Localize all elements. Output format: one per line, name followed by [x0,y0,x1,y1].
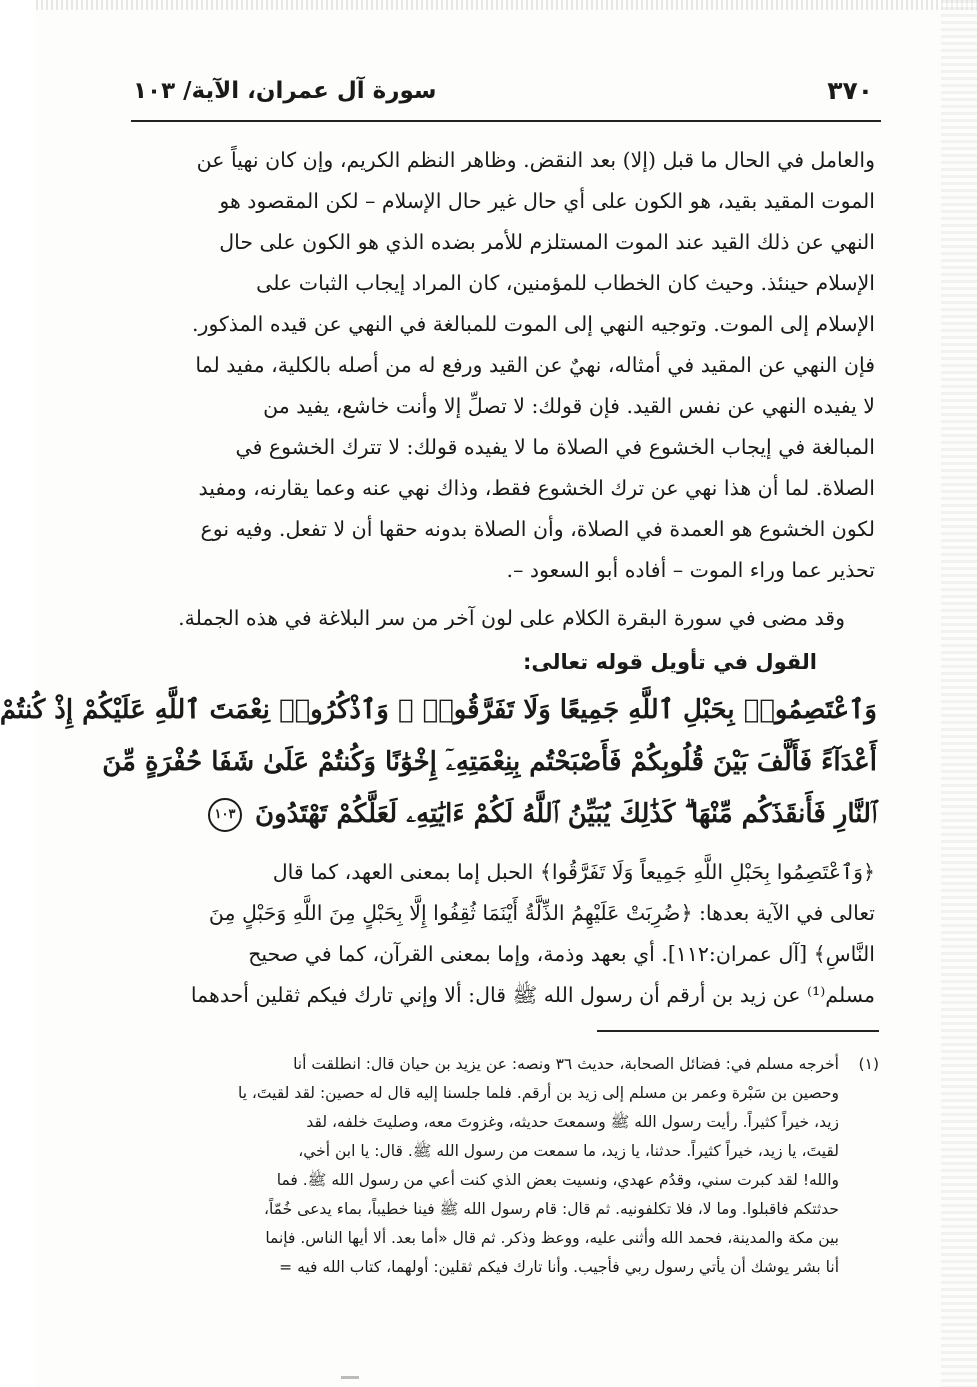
text-line: المبالغة في إيجاب الخشوع في الصلاة ما لا يفيده قولك: لا تترك الخشوع في [235,435,875,459]
verse-line-text: ٱلنَّارِ فَأَنقَذَكُم مِّنْهَا ۗ كَذَٰلِكَ يُبَيِّنُ ٱللَّهُ لَكُمْ ءَايَٰتِهِۦ لَعَلَّكُمْ تَهْتَدُونَ [255,799,877,829]
text-line: الإسلام إلى الموت. وتوجيه النهي إلى الموت للمبالغة في النهي عن قيده المذكور. [192,312,875,336]
footnote-line: وحصين بن سَبْرة وعمر بن مسلم إلى زيد بن أرقم. فلما جلسنا إليه قال له حصين: لقد لقيتَ، يا [237,1084,839,1102]
text-line: ﴿وَٱعْتَصِمُوا بِحَبْلِ اللَّهِ جَمِيعاً وَلَا تَفَرَّقُوا﴾ الحبل إما بمعنى العهد، كما قال [272,860,875,884]
page-number: ٣٧٠ [827,76,873,105]
text-line: لكون الخشوع هو العمدة في الصلاة، وأن الصلاة بدونه حقها أن لا تفعل. وفيه نوع [200,517,875,541]
header-rule [131,120,881,122]
footnote-line: زيد، خيراً كثيراً. رأيت رسول الله ﷺ وسمعتَ حديثه، وغزوتَ معه، وصليتَ خلفه، لقد [306,1113,839,1131]
text-line: فإن النهي عن المقيد في أمثاله، نهيٌ عن القيد ورفع له من أصله بالكلية، مفيد لما [195,353,875,377]
footnote-text [133,1050,839,1282]
text-line: الإسلام حينئذ. وحيث كان الخطاب للمؤمنين، كان المراد إيجاب الثبات على [256,271,875,295]
footnote-line: والله! لقد كبرت سني، وقدُم عهدي، ونسيت بعض الذي كنت أعي من رسول الله ﷺ. فما [276,1171,839,1189]
footnote-line: أنا بشر يوشك أن يأتي رسول ربي فأجيب. وأنا تارك فيكم ثقلين: أولهما، كتاب الله فيه = [279,1258,839,1276]
text-line: لا يفيده النهي عن نفس القيد. فإن قولك: لا تصلِّ إلا وأنت خاشع، يفيد من [263,394,875,418]
footnote-line: حدثتكم فاقبلوا. وما لا، فلا تكلفونيه. ثم قال: قام رسول الله ﷺ فينا خطيباً، بماء يدعى خُمّاً، [263,1200,839,1218]
text-line: النهي عن ذلك القيد عند الموت المستلزم للأمر بضده الذي هو الكون على حال [219,230,875,254]
section-heading: القول في تأويل قوله تعالى: [523,650,817,674]
paragraph-baqara-note [137,598,845,639]
ayah-number-marker: ١٠٣ [208,798,242,832]
text-line: تعالى في الآية بعدها: ﴿ضُرِبَتْ عَلَيْهِمُ الذِّلَّةُ أَيْنَمَا ثُقِفُوا إِلَّا بِحَبْلٍ مِنَ اللَّهِ وَحَبْلٍ مِنَ [208,901,875,925]
text-line: والعامل في الحال ما قبل (إلا) بعد النقض. وظاهر النظم الكريم، وإن كان نهياً عن [196,148,875,172]
text-line: النَّاسِ﴾ [آل عمران:١١٢]. أي بعهد وذمة، وإما بمعنى القرآن، كما في صحيح [248,942,875,966]
footnote-separator [597,1030,879,1032]
verse-line-final [137,788,877,840]
paragraph-commentary [137,140,875,591]
footnote-line: أخرجه مسلم في: فضائل الصحابة، حديث ٣٦ ونصه: عن يزيد بن حيان قال: انطلقت أنا [293,1055,839,1073]
text-line: تحذير عما وراء الموت – أفاده أبو السعود –. [506,558,875,582]
verse-line: وَٱعْتَصِمُوا۟ بِحَبْلِ ٱللَّهِ جَمِيعًا وَلَا تَفَرَّقُوا۟ ۚ وَٱذْكُرُوا۟ نِعْمَتَ ٱللَّهِ عَلَيْكُمْ إِذْ كُنتُمْ [0,695,877,725]
text-line: الموت المقيد بقيد، هو الكون على أي حال غير حال الإسلام – لكن المقصود هو [219,189,875,213]
paragraph-tafsir [137,852,875,1016]
page-header [133,74,873,108]
page-top-edge [36,0,977,10]
scan-mark [341,1376,359,1379]
footnote-line: بين مكة والمدينة، فحمد الله وأثنى عليه، ووعظ وذكر. ثم قال «أما بعد. ألا أيها الناس. فإنما [265,1229,839,1247]
footnote-marker: (١) [858,1055,879,1073]
text-line: وقد مضى في سورة البقرة الكلام على لون آخر من سر البلاغة في هذه الجملة. [178,606,845,630]
running-title: سورة آل عمران، الآية/ ١٠٣ [133,78,437,104]
verse-line: أَعْدَآءً فَأَلَّفَ بَيْنَ قُلُوبِكُمْ فَأَصْبَحْتُم بِنِعْمَتِهِۦٓ إِخْوَٰنًا وَكُنتُمْ عَلَىٰ شَفَا حُفْرَةٍ مِّنَ [102,747,877,777]
quran-verse [0,684,877,840]
footnote-line: لقيتَ، يا زيد، خيراً كثيراً. حدثنا، يا زيد، ما سمعت من رسول الله ﷺ. قال: يا ابن أخي، [298,1142,839,1160]
text-line: الصلاة. لما أن هذا نهي عن ترك الخشوع فقط، وذاك نهي عنه وعما يقارنه، ومفيد [198,476,875,500]
page-binding-edge [941,0,977,1387]
text-line: مسلم⁽¹⁾ عن زيد بن أرقم أن رسول الله ﷺ قال: ألا وإني تارك فيكم ثقلين أحدهما [190,983,875,1007]
